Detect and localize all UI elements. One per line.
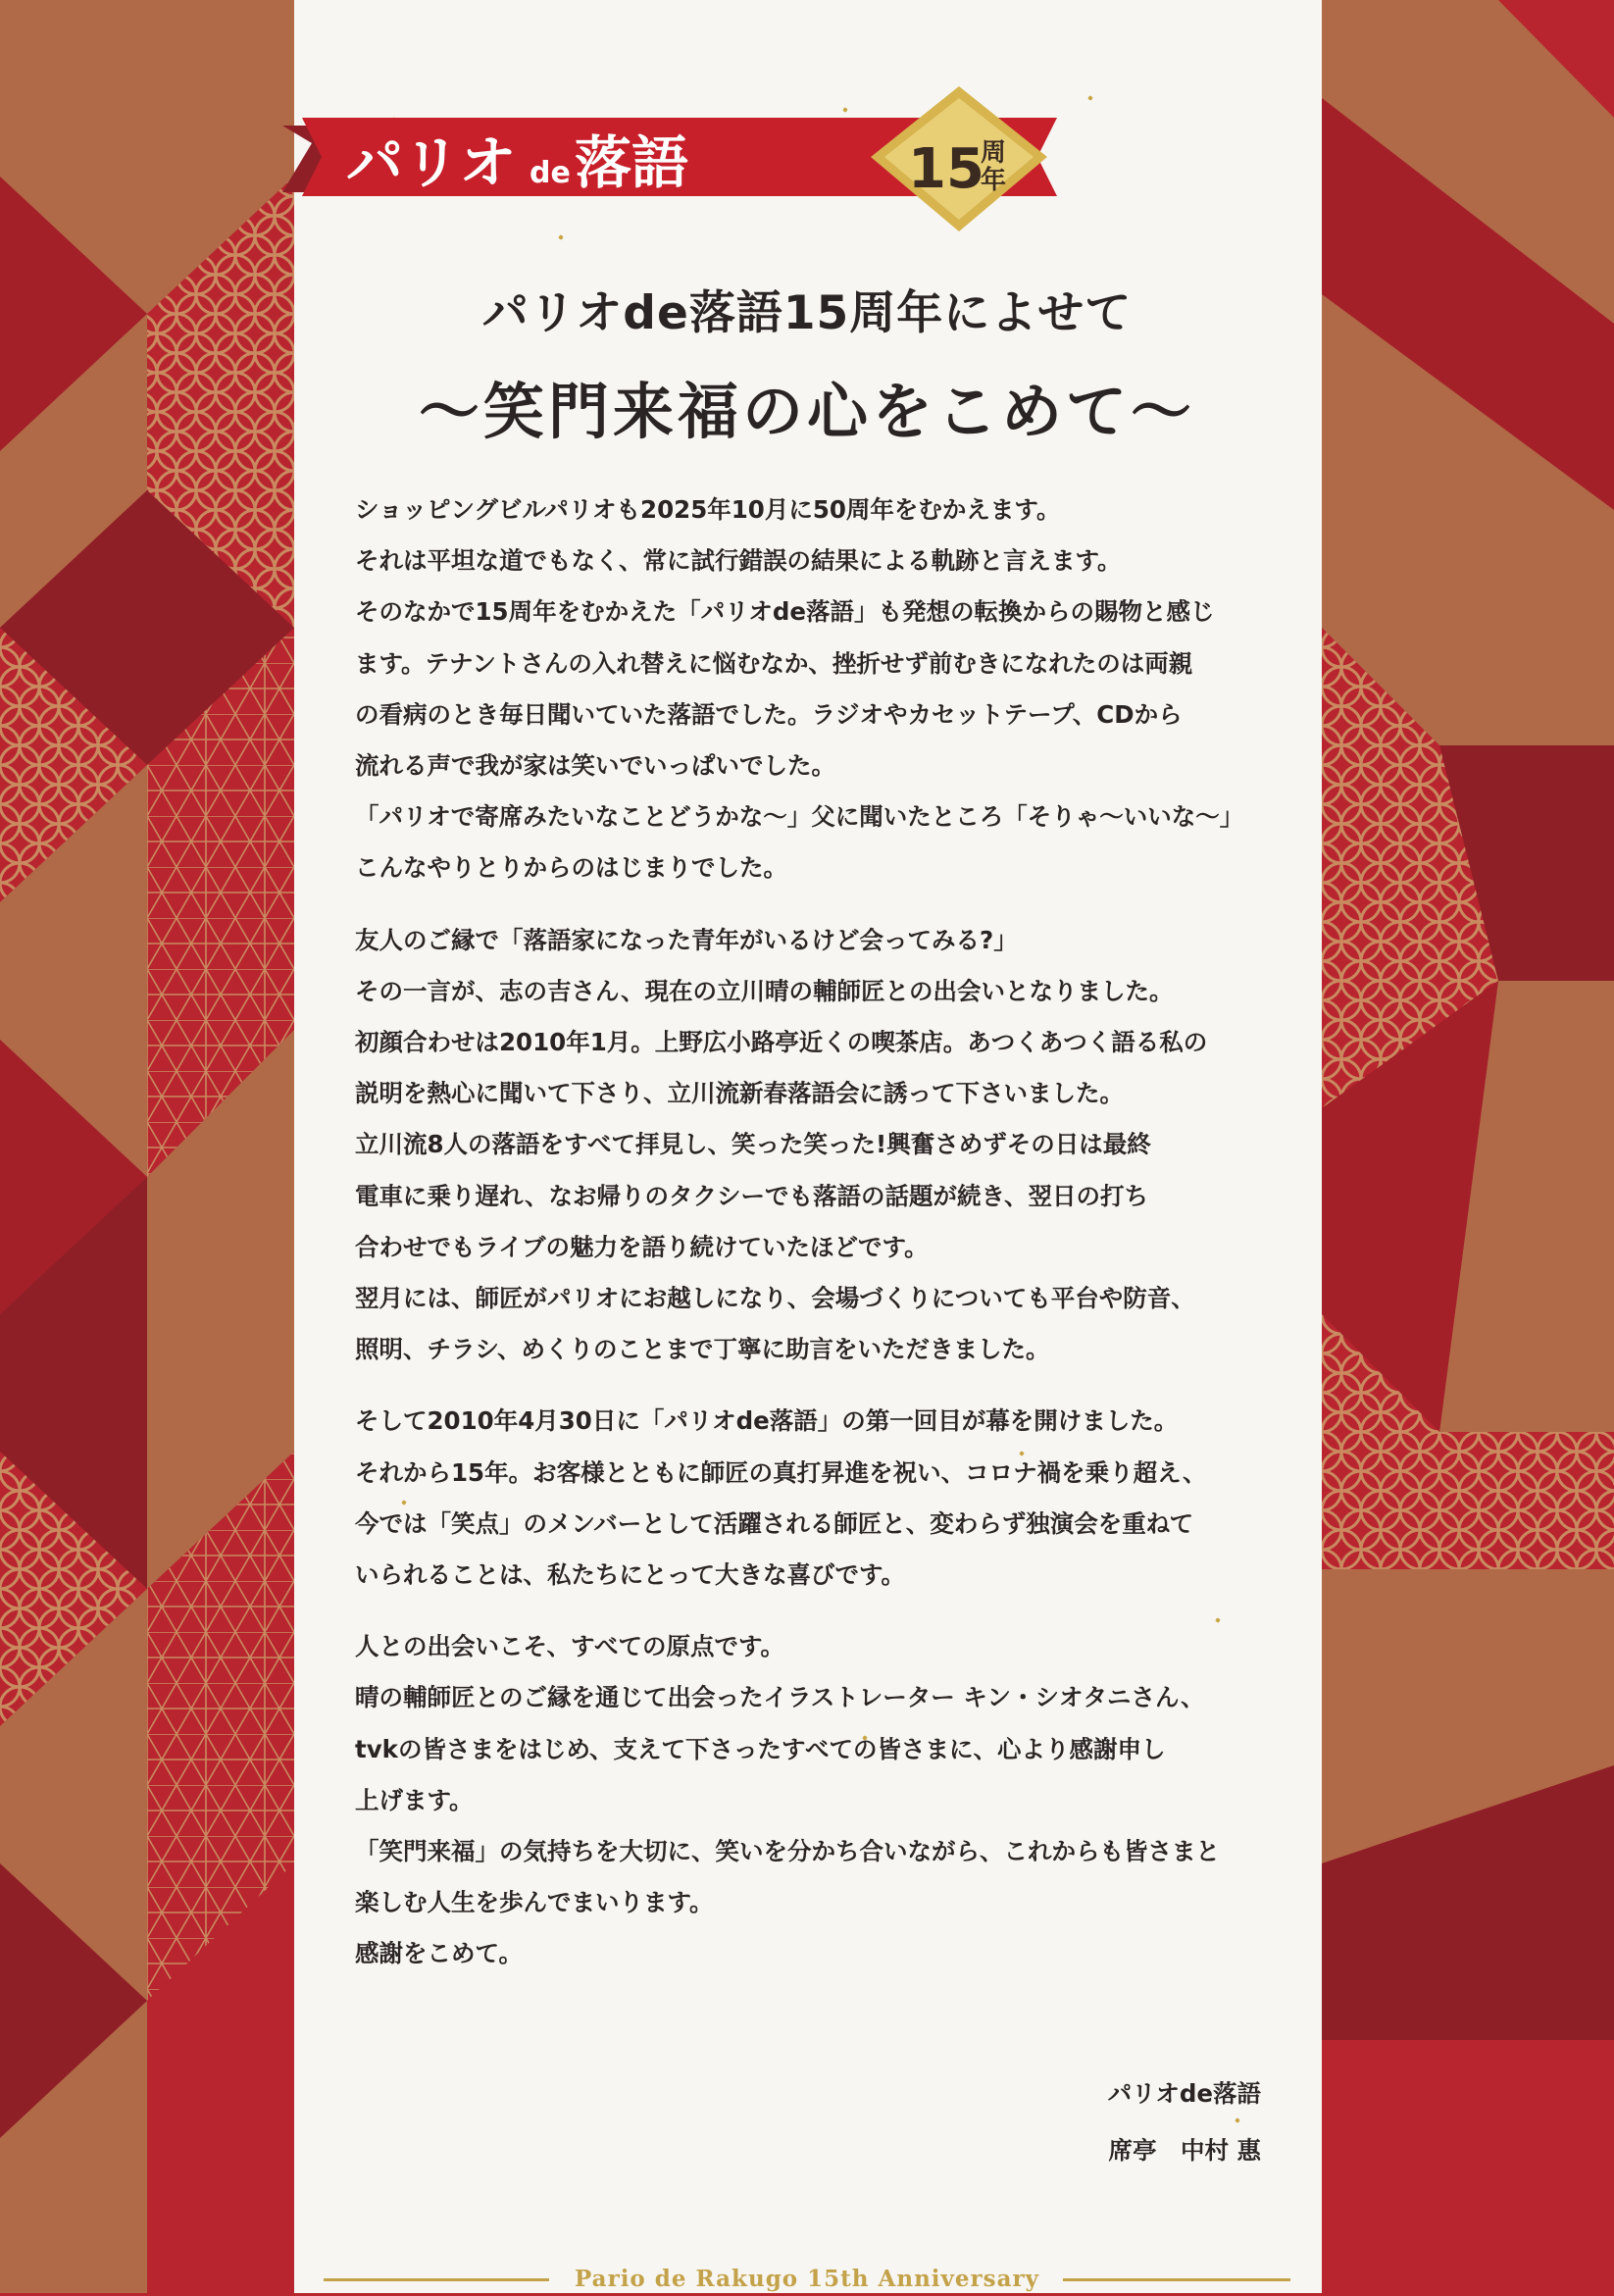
gold-fleck (1087, 95, 1092, 100)
letter-line: 流れる声で我が家は笑いでいっぱいでした。 (355, 751, 835, 781)
letter-line: そして2010年4月30日に「パリオde落語」の第一回目が幕を開けました。 (355, 1406, 1179, 1436)
letter-line: いられることは、私たちにとって大きな喜びです。 (355, 1560, 906, 1590)
gold-fleck (1235, 2117, 1239, 2122)
footer-rule (324, 2267, 1290, 2296)
letter-line: の看病のとき毎日聞いていた落語でした。ラジオやカセットテープ、CDから (355, 699, 1183, 729)
left-pattern-panel (0, 0, 294, 2293)
letter-line: 合わせでもライブの魅力を語り続けていたほどです。 (355, 1232, 929, 1261)
heading-line-1: パリオde落語15周年によせて (481, 286, 1133, 340)
gold-fleck (558, 234, 563, 239)
letter-line: 感謝をこめて。 (355, 1939, 524, 1968)
letter-line: 説明を熱心に聞いて下さり、立川流新春落語会に誘って下さいました。 (355, 1079, 1124, 1108)
letter-line: 上げます。 (355, 1785, 474, 1814)
right-pattern-panel (1322, 0, 1614, 2293)
letter-paragraph (355, 1396, 1277, 1601)
footer-anniversary-text: Pario de Rakugo 15th Anniversary (575, 2266, 1039, 2292)
letter-paragraph (355, 1621, 1277, 1979)
letter-line: 今では「笑点」のメンバーとして活躍される師匠と、変わらず独演会を重ねて (355, 1508, 1194, 1538)
heading-line-2: 〜笑門来福の心をこめて〜 (418, 376, 1195, 447)
letter-line: 「パリオで寄席みたいなことどうかな〜」父に聞いたところ「そりゃ〜いいな〜」 (355, 802, 1244, 832)
letter-line: 「笑門来福」の気持ちを大切に、笑いを分かち合いながら、これからも皆さまと (355, 1837, 1220, 1866)
logo-text-de: de (530, 156, 571, 190)
letter-paragraph (355, 915, 1277, 1376)
right-pattern-graphic (1322, 0, 1614, 2293)
pario-de-rakugo-15th-logo (273, 86, 1077, 233)
letter-line: 立川流8人の落語をすべて拝見し、笑った笑った!興奮さめずその日は最終 (355, 1130, 1151, 1159)
letter-line: その一言が、志の吉さん、現在の立川晴の輔師匠との出会いとなりました。 (355, 976, 1174, 1005)
letter-line: tvkの皆さまをはじめ、支えて下さったすべての皆さまに、心より感謝申し (355, 1734, 1166, 1763)
logo-badge-kanji-2: 年 (981, 166, 1007, 195)
logo-text-rakugo: 落語 (575, 129, 689, 196)
letter-line: 初顔合わせは2010年1月。上野広小路亭近くの喫茶店。あつくあつく語る私の (355, 1028, 1208, 1057)
logo-badge-kanji-1: 周 (981, 138, 1007, 168)
letter-line: 電車に乗り遅れ、なお帰りのタクシーでも落語の話題が続き、翌日の打ち (355, 1181, 1148, 1210)
letter-line: ます。テナントさんの入れ替えに悩むなか、挫折せず前むきになれたのは両親 (355, 648, 1193, 678)
letter-line: 晴の輔師匠とのご縁を通じて出会ったイラストレーター キン・シオタニさん、 (355, 1683, 1205, 1712)
logo-text-pario: パリオ (346, 129, 517, 196)
letter-line: 人との出会いこそ、すべての原点です。 (355, 1632, 785, 1661)
letter-line: 照明、チラシ、めくりのことまで丁寧に助言をいただきました。 (355, 1335, 1050, 1364)
letter-line: ショッピングビルパリオも2025年10月に50周年をむかえます。 (355, 495, 1061, 524)
letter-line: 翌月には、師匠がパリオにお越しになり、会場づくりについても平台や防音、 (355, 1284, 1195, 1313)
letter-line: 友人のご縁で「落語家になった青年がいるけど会ってみる?」 (355, 925, 1018, 954)
logo-badge-number: 15 (908, 137, 984, 201)
letter-line: そのなかで15周年をむかえた「パリオde落語」も発想の転換からの賜物と感じ (355, 597, 1215, 627)
letter-line: こんなやりとりからのはじまりでした。 (355, 853, 787, 883)
letter-paragraph (355, 485, 1277, 894)
letter-body (355, 485, 1277, 2001)
letter-line: それから15年。お客様とともに師匠の真打昇進を祝い、コロナ禍を乗り超え、 (355, 1457, 1207, 1487)
left-pattern-graphic (0, 0, 294, 2293)
letter-line: 楽しむ人生を歩んでまいります。 (355, 1888, 714, 1917)
signature-org: パリオde落語 (1107, 2079, 1261, 2108)
letter-line: それは平坦な道でもなく、常に試行錯誤の結果による軌跡と言えます。 (355, 546, 1122, 576)
signature-name: 席亭 中村 惠 (1108, 2136, 1261, 2165)
